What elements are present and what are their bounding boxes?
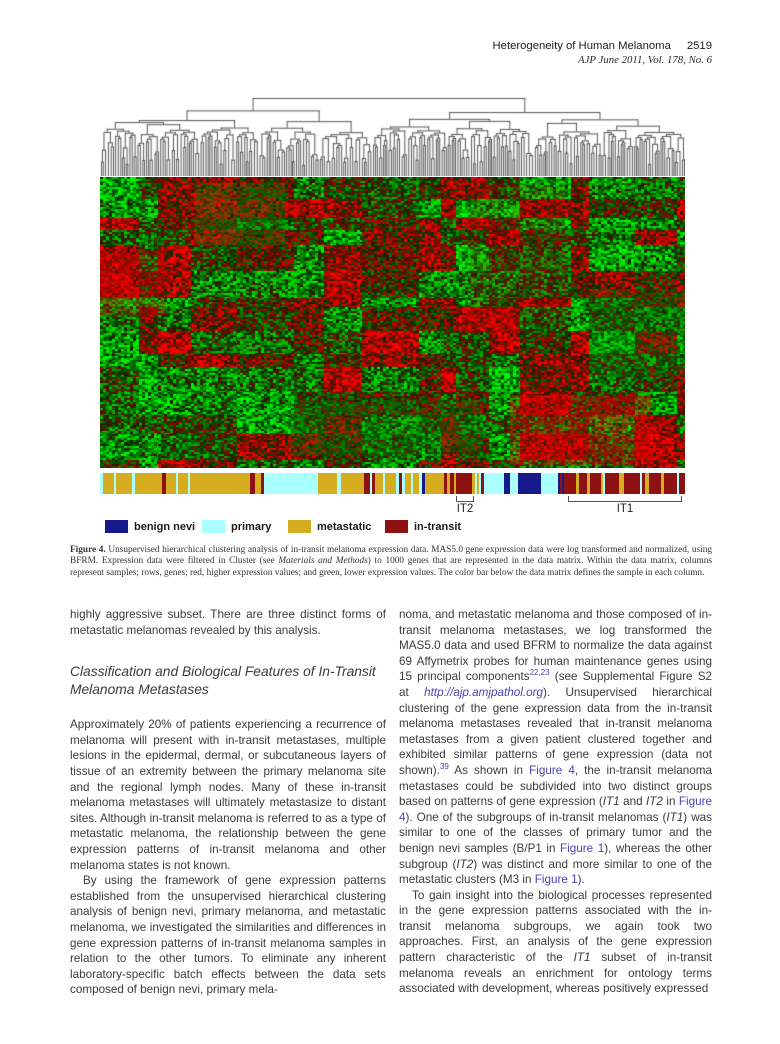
running-title: Heterogeneity of Human Melanoma xyxy=(492,40,671,52)
sample-color-segment xyxy=(178,473,187,494)
sample-color-segment xyxy=(166,473,176,494)
figure-caption: Figure 4. Unsupervised hierarchical clustering analysis of in-transit melanoma expression data. MAS5.0 gene expression data were log transformed and normalized, using BFRM. Expression data were filtered in Cluster (see Materials and Methods) to 1000 genes that are represented in the data matrix. Within the data matrix, columns represent samples; rows, genes; red, higher expression values; and green, lower expression values. The color bar below the data matrix defines the sample in each column. xyxy=(70,545,712,578)
legend-label: metastatic xyxy=(317,520,372,533)
citation-reference[interactable]: 39 xyxy=(439,762,449,772)
legend-label: benign nevi xyxy=(134,520,196,533)
running-title-line xyxy=(493,40,712,52)
legend-item xyxy=(202,520,271,533)
italic-term: IT1 xyxy=(666,810,684,824)
figure-reference-link[interactable]: Figure 1 xyxy=(560,841,605,855)
legend-label: primary xyxy=(231,520,272,533)
url-link[interactable]: http://ajp.amjpathol.org xyxy=(424,685,543,699)
figure-reference-link[interactable]: Figure 1 xyxy=(534,873,578,887)
group-label-it2: IT2 xyxy=(456,503,474,515)
figure-legend xyxy=(0,520,780,536)
italic-term: Materials and Methods xyxy=(278,556,368,567)
legend-swatch xyxy=(288,520,311,533)
sample-color-segment xyxy=(605,473,620,494)
sample-color-segment xyxy=(103,473,113,494)
group-label-it1: IT1 xyxy=(616,503,634,515)
page-number: 2519 xyxy=(686,40,712,52)
italic-term: IT2 xyxy=(456,857,474,871)
page-header xyxy=(493,40,712,66)
sample-color-segment xyxy=(375,473,383,494)
it2-bracket xyxy=(456,496,474,502)
sample-color-segment xyxy=(664,473,677,494)
caption-label: Figure 4. xyxy=(70,545,106,555)
legend-label: in-transit xyxy=(414,520,462,533)
sample-color-segment xyxy=(456,473,472,494)
citation-reference[interactable]: 22,23 xyxy=(529,668,550,678)
sample-color-segment xyxy=(564,473,577,494)
sample-color-segment xyxy=(190,473,251,494)
figure-reference-link[interactable]: Figure 4 xyxy=(399,795,713,824)
sample-color-segment xyxy=(510,473,518,494)
sample-color-segment xyxy=(425,473,444,494)
paragraph: highly aggressive subset. There are three distinct forms of metastatic melanomas revealed by this analysis. xyxy=(70,608,386,637)
legend-item xyxy=(385,520,461,533)
legend-swatch xyxy=(105,520,128,533)
paragraph: Approximately 20% of patients experiencing a recurrence of melanoma will present with in-transit metastases, multiple lesions in the epidermal, dermal, or subcutaneous layers of tissue of an extremity between the primary melanoma site and the regional lymph nodes. Many of these in-transit melanoma metastases will ultimately metastasize to distant sites. Although in-transit melanoma is referred to as a type of metastatic melanoma, the relationship between the gene expression patterns of in-transit melanoma and other melanoma states is not known. xyxy=(70,718,386,872)
legend-swatch xyxy=(202,520,225,533)
legend-swatch xyxy=(385,520,408,533)
dendrogram xyxy=(100,94,685,176)
sample-color-segment xyxy=(679,473,685,494)
sample-color-bar xyxy=(100,473,685,494)
italic-term: IT1 xyxy=(602,795,620,809)
sample-color-segment xyxy=(341,473,364,494)
sample-color-segment xyxy=(264,473,318,494)
paragraph: By using the framework of gene expression patterns established from the unsupervised hierarchical clustering analysis of benign nevi, primary melanoma, and metastatic melanoma, we investigated the similarities and differences in gene expression patterns of in-transit melanoma samples in relation to the other tumors. To eliminate any inherent laboratory-specific batch effects between the data sets composed of benign nevi, primary mela- xyxy=(70,874,386,997)
sample-color-segment xyxy=(135,473,162,494)
sample-color-segment xyxy=(651,473,661,494)
sample-color-segment xyxy=(541,473,558,494)
section-heading: Classification and Biological Features of In-Transit Melanoma Metastases xyxy=(70,664,376,697)
right-text-column xyxy=(399,607,712,997)
left-text-column xyxy=(70,607,386,998)
figure-reference-link[interactable]: Figure 4 xyxy=(529,763,575,777)
expression-heatmap xyxy=(100,177,685,468)
sample-color-segment xyxy=(590,473,600,494)
sample-color-segment xyxy=(624,473,641,494)
paragraph: To gain insight into the biological processes represented in the gene expression patterns associated with the in-transit melanoma subgroups, we again took two approaches. First, an analysis of the gene expression pattern characteristic of the IT1 subset of in-transit melanoma reveals an enrichment for ontology terms associated with development, whereas positively expressed xyxy=(399,888,712,996)
sample-color-segment xyxy=(579,473,587,494)
journal-citation: AJP June 2011, Vol. 178, No. 6 xyxy=(578,54,712,66)
italic-term: IT2 xyxy=(646,795,663,809)
legend-item xyxy=(288,520,371,533)
legend-item xyxy=(105,520,195,533)
paragraph: noma, and metastatic melanoma and those composed of in-transit melanoma metastases, we log transformed the MAS5.0 data and used BFRM to normalize the data against 69 Affymetrix probes for human maintenance genes using 15 principal components$^{22,23}$ (see Supplemental Figure S2 at http://ajp.amjpathol.org). Unsupervised hierarchical clustering of the gene expression data from the in-transit melanoma metastases revealed that in-transit melanoma metastases from a given patient clustered together and exhibited similar patterns of gene expression (data not shown).$^{39}$ As shown in Figure 4, the in-transit melanoma metastases could be subdivided into two distinct groups based on patterns of gene expression (IT1 and IT2 in Figure 4). One of the subgroups of in-transit melanomas (IT1) was similar to one of the classes of primary tumor and the benign nevi samples (B/P1 in Figure 1), whereas the other subgroup (IT2) was distinct and more similar to one of the metastatic clusters (M3 in Figure 1). xyxy=(399,608,713,887)
sample-color-segment xyxy=(518,473,541,494)
sample-color-segment xyxy=(318,473,337,494)
sample-color-segment xyxy=(484,473,505,494)
sample-color-segment xyxy=(385,473,395,494)
sample-color-segment xyxy=(116,473,133,494)
italic-term: IT1 xyxy=(573,951,591,965)
it1-bracket xyxy=(568,496,682,502)
